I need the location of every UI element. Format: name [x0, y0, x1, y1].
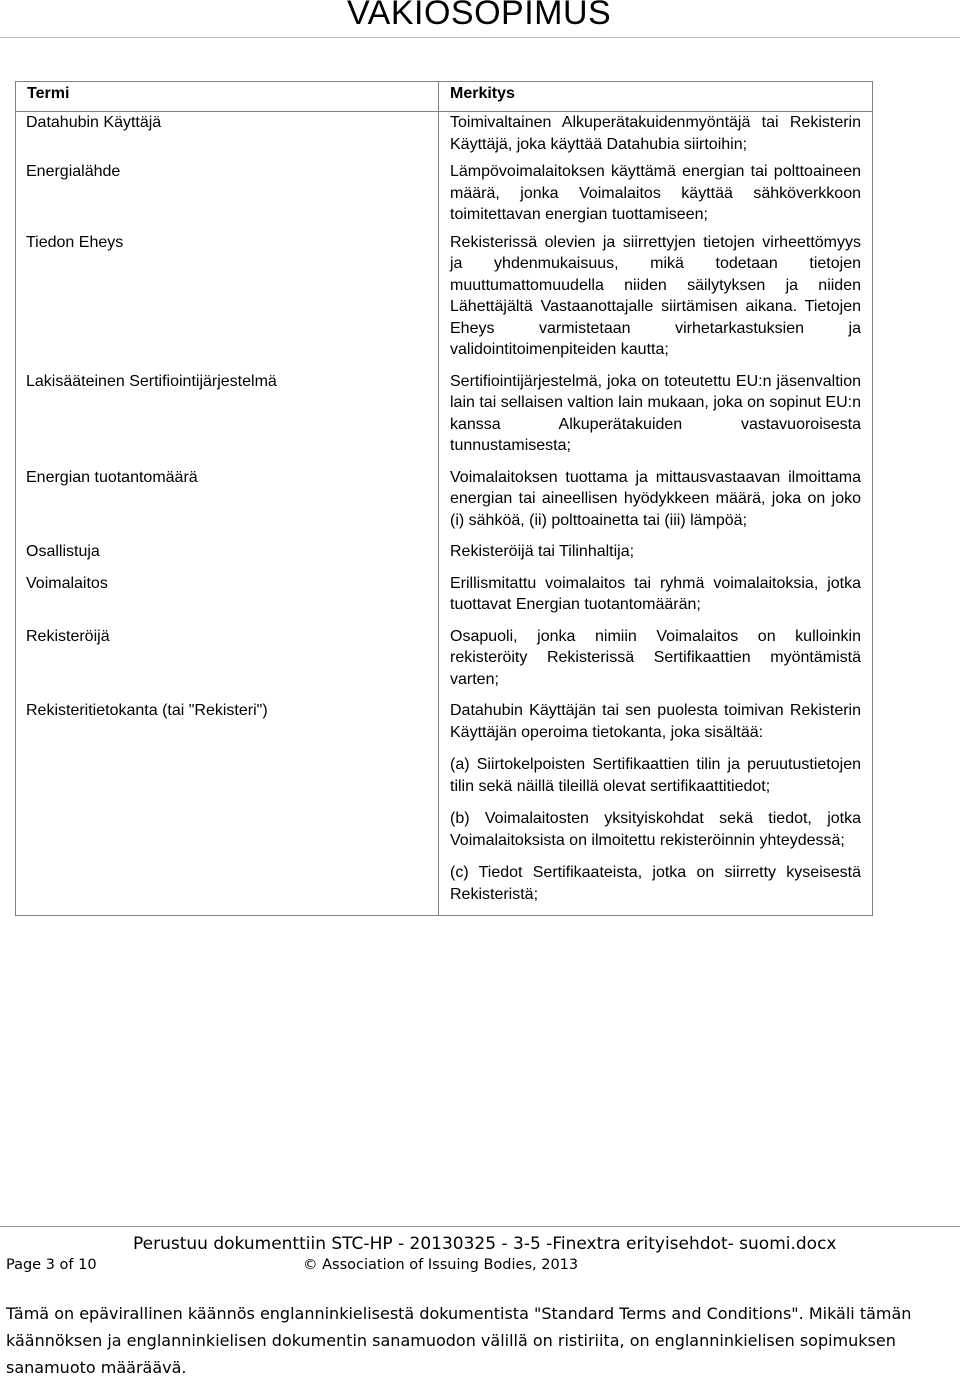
meaning-cell: [439, 541, 873, 573]
meaning-paragraph: (b) Voimalaitosten yksityiskohdat sekä tiedot, jotka Voimalaitoksista on ilmoitettu rekisteröinnin yhteydessä;: [450, 810, 861, 849]
meaning-paragraph: Voimalaitoksen tuottama ja mittausvastaavan ilmoittama energian tai aineellisen hyödykkeen määrä, joka on joko (i) sähköä, (ii) polttoainetta tai (iii) lämpöä;: [450, 468, 861, 529]
meaning-cell: [439, 161, 873, 232]
term-cell: Energialähde: [16, 161, 439, 232]
footer-copyright: © Association of Issuing Bodies, 2013: [303, 1257, 579, 1273]
meaning-cell: [439, 232, 873, 371]
meaning-paragraph: Datahubin Käyttäjän tai sen puolesta toimivan Rekisterin Käyttäjän operoima tietokanta, joka sisältää:: [450, 702, 861, 741]
meaning-paragraph: Rekisteröijä tai Tilinhaltija;: [450, 543, 635, 560]
meaning-cell: [439, 371, 873, 467]
meaning-cell: [439, 467, 873, 542]
table-row: [16, 232, 873, 371]
meaning-paragraph: Erillismitattu voimalaitos tai ryhmä voimalaitoksia, jotka tuottavat Energian tuotantomäärän;: [450, 574, 861, 613]
meaning-cell: [439, 700, 873, 916]
term-cell: Rekisteröijä: [16, 626, 439, 701]
meaning-cell: [439, 626, 873, 701]
footer-page-number: Page 3 of 10: [6, 1257, 97, 1273]
meaning-paragraph: Osapuoli, jonka nimiin Voimalaitos on kulloinkin rekisteröity Rekisterissä Sertifikaattien myöntämistä varten;: [450, 627, 861, 688]
meaning-paragraph: Rekisterissä olevien ja siirrettyjen tietojen virheettömyys ja yhdenmukaisuus, mikä todetaan tietojen muuttumattomuudella niiden säilytyksen ja niiden Lähettäjältä Vastaanottajalle siirtämisen aikana. Tietojen Eheys varmistetaan virhetarkastuksien ja validointitoimenpiteiden kautta;: [450, 233, 861, 358]
column-header-meaning: Merkitys: [439, 82, 873, 112]
meaning-paragraph: Sertifiointijärjestelmä, joka on toteutettu EU:n jäsenvaltion lain tai sellaisen valtion lain mukaan, joka on sopinut EU:n kanssa Alkuperätakuiden vastavuoroisesta tunnustamisesta;: [450, 372, 861, 454]
term-cell: Tiedon Eheys: [16, 232, 439, 371]
column-header-term: Termi: [16, 82, 439, 112]
table-row: [16, 626, 873, 701]
meaning-cell: [439, 573, 873, 626]
meaning-paragraph: Toimivaltainen Alkuperätakuidenmyöntäjä tai Rekisterin Käyttäjä, joka käyttää Datahubia siirtoihin;: [450, 114, 861, 153]
term-cell: Rekisteritietokanta (tai "Rekisteri"): [16, 700, 439, 916]
meaning-paragraph: (c) Tiedot Sertifikaateista, jotka on siirretty kyseisestä Rekisteristä;: [450, 864, 861, 903]
table-row: [16, 161, 873, 232]
meaning-cell: [439, 112, 873, 162]
term-cell: Lakisääteinen Sertifiointijärjestelmä: [16, 371, 439, 467]
term-cell: Datahubin Käyttäjä: [16, 112, 439, 162]
term-cell: Energian tuotantomäärä: [16, 467, 439, 542]
table-row: [16, 371, 873, 467]
footer-document-reference: Perustuu dokumenttiin STC-HP - 20130325 - 3-5 -Finextra erityisehdot- suomi.docx: [133, 1234, 837, 1254]
table-row: [16, 112, 873, 162]
table-header-row: [16, 82, 873, 112]
document-title: VAKIOSOPIMUS: [347, 0, 612, 32]
page-header: [0, 0, 960, 38]
meaning-paragraph: (a) Siirtokelpoisten Sertifikaattien tilin ja peruutustietojen tilin sekä näillä tileillä olevat sertifikaattitiedot;: [450, 756, 861, 795]
table-row: [16, 467, 873, 542]
term-cell: Voimalaitos: [16, 573, 439, 626]
term-cell: Osallistuja: [16, 541, 439, 573]
table-row: [16, 541, 873, 573]
table-row: [16, 573, 873, 626]
footer-disclaimer: Tämä on epävirallinen käännös englanninkielisestä dokumentista "Standard Terms and Conditions". Mikäli tämän käännöksen ja englanninkielisen dokumentin sanamuodon välillä on ristiriita, on englanninkielisen sopimuksen sanamuoto määräävä.: [6, 1304, 912, 1377]
meaning-paragraph: Lämpövoimalaitoksen käyttämä energian tai polttoaineen määrä, jonka Voimalaitos käyttää sähköverkkoon toimitettavan energian tuottamiseen;: [450, 163, 861, 223]
definitions-table: [15, 81, 873, 916]
footer-divider: [0, 1226, 960, 1227]
table-row: [16, 700, 873, 916]
